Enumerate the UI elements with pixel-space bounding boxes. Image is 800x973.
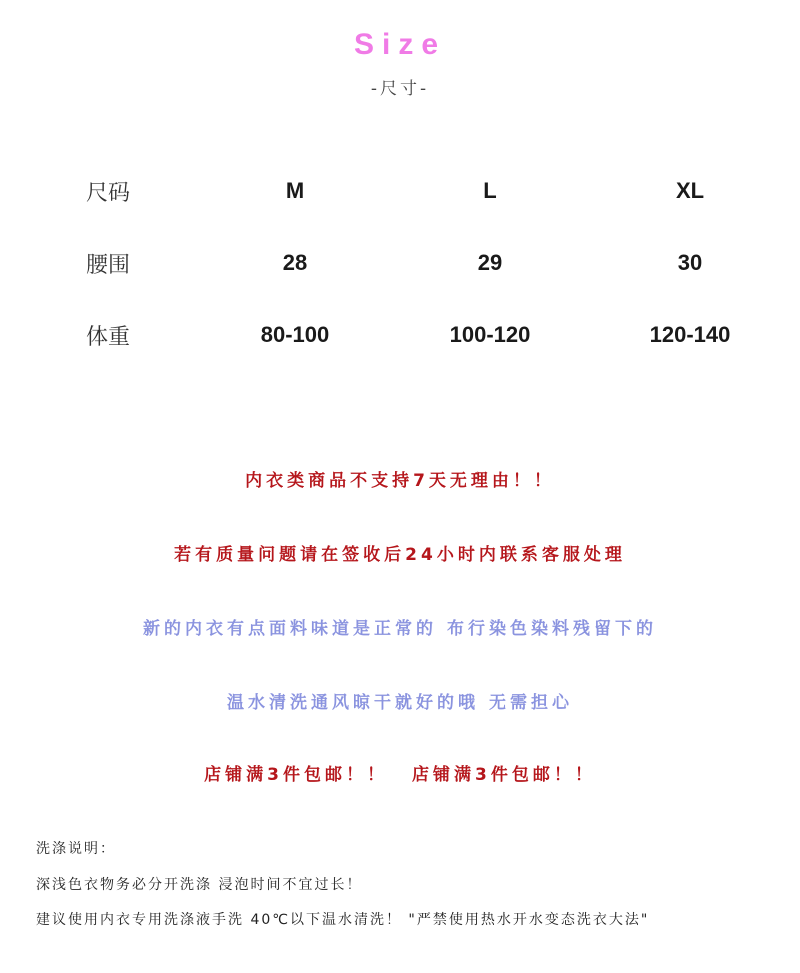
wash-reassurance-notice: 温水清洗通风晾干就好的哦 无需担心: [227, 693, 573, 713]
fabric-smell-notice: 新的内衣有点面料味道是正常的 布行染色染料残留下的: [143, 619, 657, 639]
waist-xl: 30: [677, 250, 703, 275]
quality-issue-notice: 若有质量问题请在签收后24小时内联系客服处理: [174, 545, 626, 565]
row-label-weight: 体重: [86, 325, 131, 350]
page-subtitle: -尺寸-: [370, 79, 430, 99]
weight-l: 100-120: [449, 322, 531, 347]
no-return-notice: 内衣类商品不支持7天无理由！！: [245, 471, 555, 491]
free-shipping-text-left: 店铺满3件包邮！！: [204, 765, 388, 785]
washing-heading: 洗涤说明：: [36, 841, 116, 857]
page-title: Size: [353, 28, 447, 61]
row-label-size: 尺码: [86, 181, 131, 206]
free-shipping-text-right: 店铺满3件包邮！！: [412, 765, 596, 785]
size-row: [0, 170, 800, 242]
size-xl: XL: [675, 178, 705, 203]
weight-m: 80-100: [260, 322, 330, 347]
size-table: [0, 170, 800, 386]
free-shipping-banner: [0, 760, 800, 785]
size-m: M: [285, 178, 305, 203]
waist-row: [0, 242, 800, 314]
weight-row: [0, 314, 800, 386]
washing-instruction-2: 建议使用内衣专用洗涤液手洗 40℃以下温水清洗！ "严禁使用热水开水变态洗衣大法": [36, 912, 650, 928]
washing-instruction-1: 深浅色衣物务必分开洗涤 浸泡时间不宜过长！: [36, 877, 363, 893]
weight-xl: 120-140: [649, 322, 731, 347]
waist-l: 29: [477, 250, 503, 275]
size-l: L: [483, 178, 497, 203]
row-label-waist: 腰围: [86, 253, 131, 278]
waist-m: 28: [282, 250, 308, 275]
